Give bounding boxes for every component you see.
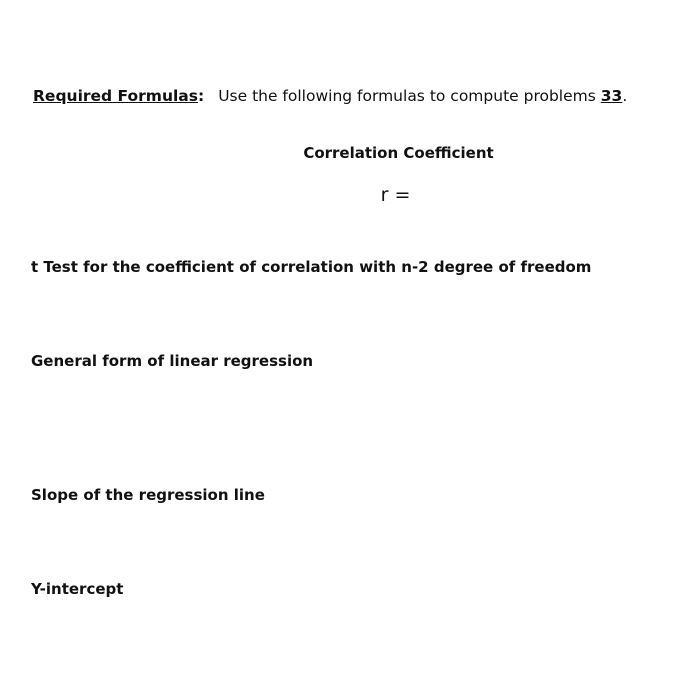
label-colon: : [197,87,205,105]
correlation-coefficient-heading: Correlation Coefficient [303,144,494,162]
y-intercept-heading: Y-intercept [31,580,124,598]
slope-heading: Slope of the regression line [31,486,265,504]
intro-text: Use the following formulas to compute problems [218,87,601,105]
t-test-heading: t Test for the coefficient of correlation with n-2 degree of freedom [31,258,592,276]
linear-regression-heading: General form of linear regression [31,352,314,370]
required-formulas-label: Required Formulas [33,87,198,105]
intro-line [33,86,627,106]
r-equation: r = [380,184,411,206]
intro-period: . [622,87,628,105]
problem-number: 33 [600,87,623,105]
